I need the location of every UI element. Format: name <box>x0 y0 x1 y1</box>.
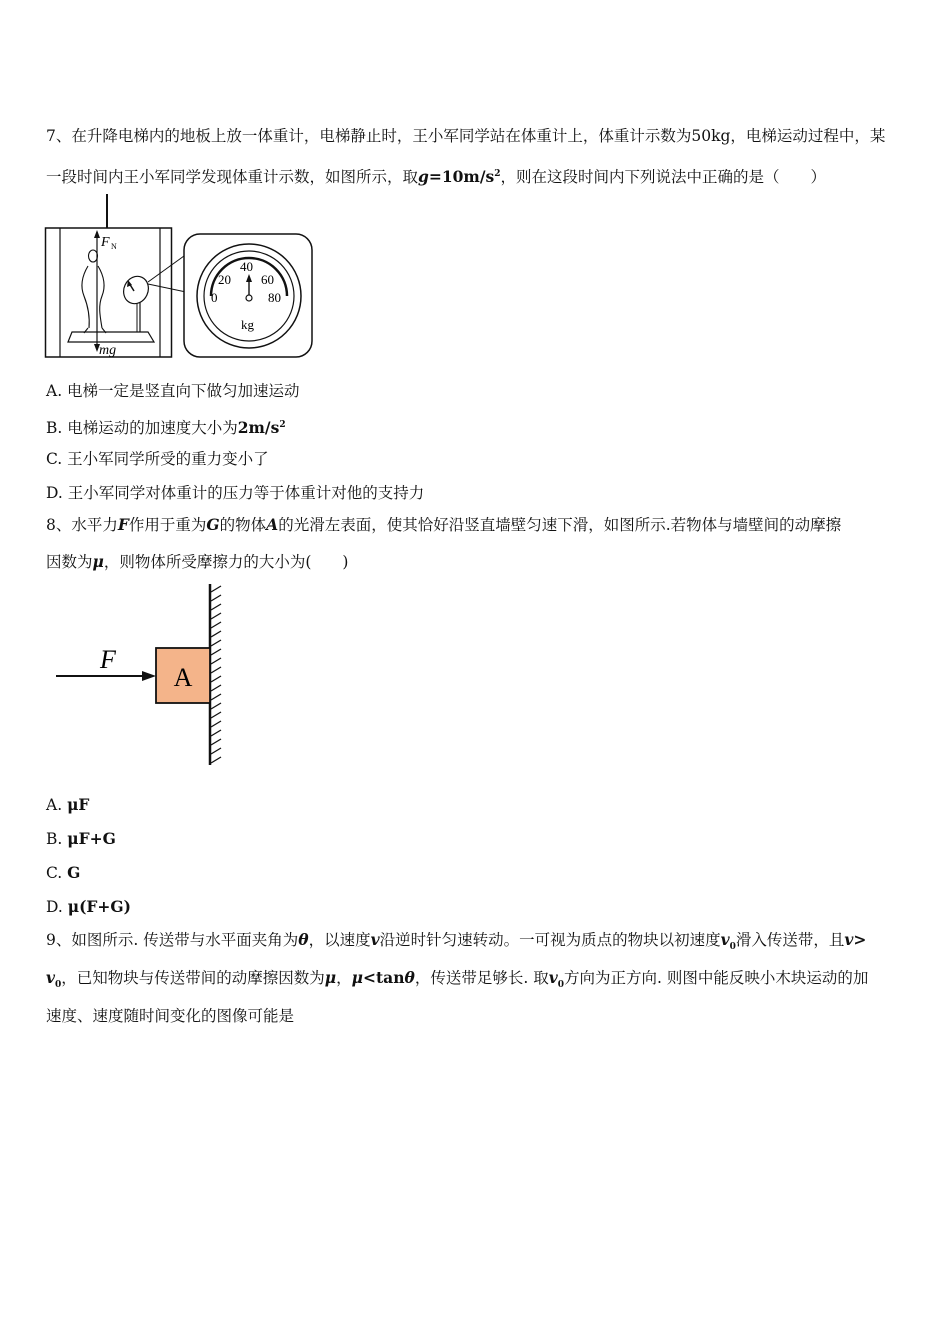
block-label: A <box>173 663 193 692</box>
q8-option-c-text: G <box>67 863 81 882</box>
q9-theta-symbol-2: θ <box>404 968 415 987</box>
q9-stem-line1 <box>46 930 866 957</box>
q8-option-a-letter: A. <box>46 796 68 814</box>
q9-v0-symbol-3: v <box>548 968 558 987</box>
q9-text-e: ，已知物块与传送带间的动摩擦因数为 <box>61 969 325 987</box>
fn-subscript: N <box>111 242 117 251</box>
q8-option-c[interactable] <box>46 863 80 883</box>
q8-text-d: 的光滑左表面，使其恰好沿竖直墙壁匀速下滑，如图所示.若物体与墙壁间的动摩擦 <box>278 516 842 534</box>
q8-text-c: 的物体 <box>219 516 267 534</box>
q9-v0-symbol-2: v <box>46 968 56 987</box>
q8-option-a[interactable] <box>46 795 89 815</box>
q7-g-value: =10m/s <box>428 167 495 187</box>
q9-comma: ， <box>336 969 352 987</box>
q9-v-symbol-2: v <box>844 930 854 949</box>
q8-F-symbol: F <box>117 515 129 534</box>
wall-hatching <box>211 586 221 763</box>
q9-text-g: 方向为正方向. 则图中能反映小木块运动的加 <box>563 969 869 987</box>
q9-v-symbol: v <box>370 930 380 949</box>
q8-A-symbol: A <box>266 515 279 534</box>
q8-text-e: 因数为 <box>46 553 93 571</box>
q9-theta-symbol: θ <box>298 930 309 949</box>
q9-text-d: 滑入传送带，且 <box>735 931 845 949</box>
q7-g-symbol: g <box>418 167 429 187</box>
dial-tick-40: 40 <box>240 259 253 274</box>
dial-unit: kg <box>241 317 254 332</box>
dial-tick-80: 80 <box>268 290 281 305</box>
q9-lt-tan: <tan <box>363 968 405 987</box>
q8-stem-line1 <box>46 515 841 535</box>
q8-option-b[interactable] <box>46 829 116 849</box>
fn-label: F <box>101 235 110 250</box>
q9-v0-symbol: v <box>720 930 730 949</box>
q7-stem-line1: 7、在升降电梯内的地板上放一体重计，电梯静止时，王小军同学站在体重计上，体重计示数为50kg，电梯运动过程中，某 <box>46 127 886 145</box>
q8-option-c-letter: C. <box>46 864 68 882</box>
q7-option-d[interactable]: D. 王小军同学对体重计的压力等于体重计对他的支持力 <box>46 484 425 502</box>
q7-option-b-exp: 2 <box>279 420 286 430</box>
q8-wall-figure <box>52 582 232 768</box>
q9-mu-symbol: μ <box>324 968 337 987</box>
mg-label: mg <box>99 343 117 358</box>
q7-question: ，则在这段时间内下列说法中正确的是（ ） <box>500 168 826 187</box>
q7-option-b-text: B. 电梯运动的加速度大小为 <box>46 419 238 438</box>
dial-tick-20: 20 <box>218 272 231 287</box>
dial-tick-60: 60 <box>261 272 274 287</box>
q8-G-symbol: G <box>206 515 220 534</box>
q8-option-b-letter: B. <box>46 830 68 848</box>
q9-v0-subscript-3: 0 <box>557 980 564 991</box>
q7-text: 一段时间内王小军同学发现体重计示数，如图所示，取 <box>46 168 419 187</box>
q9-text-f: ，传送带足够长. 取 <box>414 969 549 987</box>
q8-option-d-text: μ(F+G) <box>67 897 131 916</box>
q7-stem-line2 <box>46 164 826 187</box>
q7-option-b[interactable] <box>46 415 286 438</box>
q8-mu-symbol: μ <box>92 552 104 571</box>
q8-option-b-text: μF+G <box>67 829 116 848</box>
q8-text-b: 作用于重为 <box>128 516 207 534</box>
dial-tick-0: 0 <box>211 290 218 305</box>
q8-stem-line2 <box>46 552 348 572</box>
q8-question: ，则物体所受摩擦力的大小为( ) <box>103 553 349 571</box>
q9-v0-subscript: 0 <box>729 942 736 953</box>
q9-mu-symbol-2: μ <box>351 968 364 987</box>
q8-option-a-text: μF <box>67 795 90 814</box>
q7-elevator-figure <box>44 194 316 362</box>
q7-g-exp: 2 <box>494 169 501 179</box>
q9-stem-line3: 速度、速度随时间变化的图像可能是 <box>46 1007 295 1025</box>
q7-option-b-value: 2m/s <box>237 418 280 438</box>
q8-option-d-letter: D. <box>46 898 68 916</box>
q9-text-a: 9、如图所示. 传送带与水平面夹角为 <box>46 931 299 949</box>
q9-gt-sign: > <box>853 930 867 949</box>
q7-option-c[interactable]: C. 王小军同学所受的重力变小了 <box>46 450 269 468</box>
q9-text-c: 沿逆时针匀速转动。一可视为质点的物块以初速度 <box>379 931 721 949</box>
force-label: F <box>100 645 116 674</box>
q9-text-b: ，以速度 <box>308 931 371 949</box>
q9-v0-subscript-2: 0 <box>55 980 62 991</box>
q9-stem-line2 <box>46 968 868 995</box>
q8-text-a: 8、水平力 <box>46 516 118 534</box>
q7-option-a[interactable]: A. 电梯一定是竖直向下做匀加速运动 <box>46 382 300 400</box>
q8-option-d[interactable] <box>46 897 131 917</box>
